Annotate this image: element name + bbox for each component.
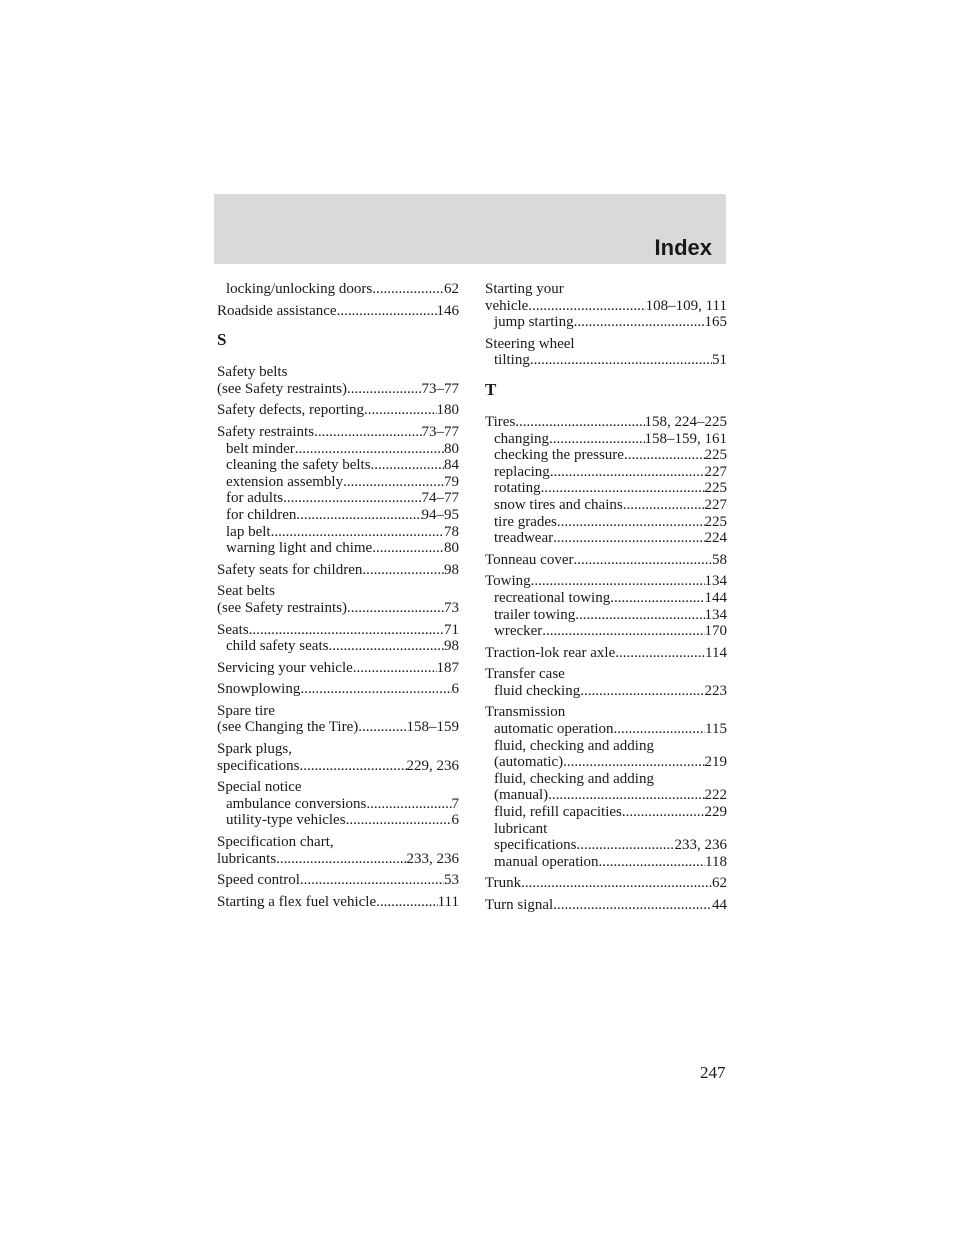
dot-leader	[574, 552, 713, 569]
dot-leader	[623, 497, 705, 514]
index-entry	[485, 414, 727, 547]
index-entry	[217, 424, 459, 557]
dot-leader	[372, 540, 444, 557]
dot-leader	[574, 314, 705, 331]
dot-leader	[548, 787, 704, 804]
index-term	[485, 414, 727, 431]
entry-text: Trunk	[485, 875, 522, 892]
index-term	[217, 402, 459, 419]
dot-leader	[300, 872, 444, 889]
entry-text: Safety defects, reporting	[217, 402, 365, 419]
index-subentry	[485, 804, 727, 821]
page-reference: 74–77	[421, 490, 459, 507]
entry-text: Specification chart,	[217, 834, 334, 851]
index-term	[217, 381, 459, 398]
page-reference: 79	[444, 473, 459, 490]
page-reference: 170	[704, 623, 727, 640]
entry-text: vehicle	[485, 297, 529, 314]
page-reference: 158–159	[406, 719, 459, 736]
dot-leader	[521, 875, 712, 892]
index-term	[485, 704, 727, 721]
dot-leader	[249, 622, 444, 639]
dot-leader	[515, 414, 644, 431]
dot-leader	[372, 281, 444, 298]
index-subentry	[485, 314, 727, 331]
page-reference: 225	[704, 447, 727, 464]
dot-leader	[528, 298, 645, 315]
index-subentry	[485, 607, 727, 624]
index-entry	[217, 583, 459, 616]
index-entry	[485, 704, 727, 870]
entry-text: checking the pressure	[494, 447, 624, 464]
entry-text: child safety seats	[226, 638, 329, 655]
entry-text: Seat belts	[217, 583, 275, 600]
index-subentry	[485, 854, 727, 871]
index-subentry	[485, 771, 727, 788]
index-subentry	[485, 683, 727, 700]
index-entry	[217, 281, 459, 298]
dot-leader	[347, 381, 422, 398]
page-reference: 94–95	[421, 506, 459, 523]
page-reference: 227	[704, 463, 727, 480]
index-term	[217, 758, 459, 775]
entry-text: Starting a flex fuel vehicle	[217, 893, 377, 910]
entry-text: automatic operation	[494, 721, 614, 738]
dot-leader	[531, 573, 705, 590]
index-subentry	[217, 507, 459, 524]
entry-text: treadwear	[494, 530, 554, 547]
page-reference: 7	[451, 795, 459, 812]
dot-leader	[542, 623, 704, 640]
dot-leader	[371, 457, 444, 474]
entry-text: extension assembly	[226, 473, 344, 490]
page-reference: 84	[444, 457, 459, 474]
entry-text: Traction-lok rear axle	[485, 644, 616, 661]
index-entry	[485, 281, 727, 331]
page-reference: 134	[704, 606, 727, 623]
page-reference: 73	[444, 599, 459, 616]
dot-leader	[337, 303, 437, 320]
dot-leader	[364, 402, 436, 419]
entry-text: lap belt	[226, 523, 271, 540]
entry-text: Transmission	[485, 704, 566, 721]
index-term	[485, 573, 727, 590]
entry-text: Safety restraints	[217, 423, 315, 440]
index-term	[485, 298, 727, 315]
page-reference: 134	[704, 573, 727, 590]
page-reference: 62	[712, 875, 727, 892]
page-reference: 73–77	[421, 380, 459, 397]
entry-text: belt minder	[226, 440, 295, 457]
section-letter: T	[485, 379, 497, 399]
page-number: 247	[700, 1063, 726, 1082]
page-reference: 58	[712, 551, 727, 568]
index-entry	[485, 336, 727, 369]
index-term	[217, 872, 459, 889]
index-term	[217, 851, 459, 868]
index-term	[217, 834, 459, 851]
entry-text: changing	[494, 430, 549, 447]
page-reference: 180	[436, 402, 459, 419]
index-term	[217, 303, 459, 320]
dot-leader	[314, 424, 421, 441]
page-reference: 44	[712, 897, 727, 913]
entry-text: jump starting	[494, 314, 574, 331]
index-subentry	[217, 812, 459, 829]
index-entry	[485, 552, 727, 569]
entry-text: Spare tire	[217, 702, 275, 719]
dot-leader	[347, 600, 444, 617]
dot-leader	[283, 490, 421, 507]
page-reference: 187	[436, 659, 459, 676]
index-term	[217, 562, 459, 579]
index-entry	[485, 645, 727, 662]
section-letter: S	[217, 330, 227, 350]
dot-leader	[614, 721, 706, 738]
index-term	[217, 741, 459, 758]
dot-leader	[343, 474, 444, 491]
entry-text: rotating	[494, 480, 541, 497]
dot-leader	[553, 897, 712, 914]
dot-leader	[615, 645, 705, 662]
entry-text: (automatic)	[494, 754, 564, 771]
index-subentry	[217, 638, 459, 655]
index-term	[485, 336, 727, 353]
index-subentry	[217, 457, 459, 474]
entry-text: Safety seats for children	[217, 561, 363, 578]
entry-text: fluid checking	[494, 682, 581, 699]
page-reference: 98	[444, 638, 459, 655]
index-term	[217, 894, 459, 911]
dot-leader	[271, 524, 444, 541]
index-subentry	[485, 514, 727, 531]
index-subentry	[485, 837, 727, 854]
dot-leader	[541, 480, 705, 497]
entry-text: specifications	[494, 837, 577, 854]
index-term	[217, 719, 459, 736]
page-reference: 233, 236	[674, 837, 727, 854]
dot-leader	[599, 854, 706, 871]
entry-text: snow tires and chains	[494, 496, 623, 513]
index-column-left	[217, 281, 459, 915]
page-reference: 80	[444, 440, 459, 457]
index-entry	[217, 894, 459, 911]
page-reference: 165	[704, 314, 727, 331]
page-reference: 98	[444, 561, 459, 578]
page-reference: 6	[451, 681, 459, 698]
entry-text: Steering wheel	[485, 335, 575, 352]
entry-text: trailer towing	[494, 606, 576, 623]
entry-text: Spark plugs,	[217, 741, 292, 758]
index-entry	[217, 364, 459, 397]
page-reference: 223	[704, 682, 727, 699]
dot-leader	[610, 590, 704, 607]
entry-text: specifications	[217, 757, 300, 774]
index-term	[217, 622, 459, 639]
page-reference: 229	[704, 804, 727, 821]
entry-text: Servicing your vehicle	[217, 659, 353, 676]
page-reference: 6	[451, 812, 459, 829]
index-subentry	[485, 431, 727, 448]
entry-text: (manual)	[494, 787, 549, 804]
entry-text: Transfer case	[485, 666, 565, 683]
entry-text: Seats	[217, 621, 249, 638]
index-subentry	[485, 590, 727, 607]
entry-text: locking/unlocking doors	[226, 281, 373, 297]
page-reference: 118	[705, 853, 727, 870]
index-subentry	[217, 281, 459, 298]
index-subentry	[485, 352, 727, 369]
index-term	[217, 583, 459, 600]
entry-text: tire grades	[494, 513, 557, 530]
index-subentry	[217, 524, 459, 541]
page-reference: 229, 236	[406, 757, 459, 774]
index-subentry	[217, 540, 459, 557]
index-term	[217, 660, 459, 677]
index-entry	[217, 741, 459, 774]
index-entry	[485, 573, 727, 639]
entry-text: cleaning the safety belts	[226, 457, 371, 474]
index-subentry	[485, 497, 727, 514]
dot-leader	[530, 352, 712, 369]
page-reference: 51	[712, 352, 727, 369]
index-entry	[485, 666, 727, 699]
index-column-right	[485, 281, 727, 919]
page-reference: 78	[444, 523, 459, 540]
index-subentry	[485, 464, 727, 481]
index-subentry	[485, 480, 727, 497]
page-reference: 62	[444, 281, 459, 297]
entry-text: Turn signal	[485, 897, 554, 913]
index-subentry	[217, 441, 459, 458]
index-term	[485, 875, 727, 892]
entry-text: fluid, checking and adding	[494, 737, 654, 754]
entry-text: for adults	[226, 490, 284, 507]
dot-leader	[300, 681, 451, 698]
index-subentry	[485, 721, 727, 738]
index-subentry	[485, 754, 727, 771]
index-subentry	[217, 474, 459, 491]
page-reference: 114	[705, 644, 727, 661]
index-term	[217, 703, 459, 720]
page-title: Index	[654, 235, 712, 260]
index-entry	[217, 562, 459, 579]
entry-text: warning light and chime	[226, 540, 373, 557]
page-reference: 146	[436, 302, 459, 319]
dot-leader	[550, 464, 705, 481]
page-reference: 115	[705, 721, 727, 738]
entry-text: Speed control	[217, 872, 300, 889]
page-reference: 111	[437, 893, 459, 910]
dot-leader	[376, 894, 438, 911]
index-subentry	[485, 447, 727, 464]
page-reference: 158, 224–225	[644, 413, 727, 430]
page-reference: 225	[704, 480, 727, 497]
index-subentry	[217, 796, 459, 813]
dot-leader	[299, 758, 406, 775]
entry-text: for children	[226, 506, 297, 523]
header-band	[214, 194, 726, 264]
entry-text: Towing	[485, 573, 531, 590]
entry-text: Safety belts	[217, 364, 288, 381]
page-reference: 158–159, 161	[644, 430, 727, 447]
index-subentry	[485, 821, 727, 838]
dot-leader	[624, 447, 705, 464]
dot-leader	[553, 530, 704, 547]
entry-text: (see Safety restraints)	[217, 380, 347, 397]
dot-leader	[276, 851, 406, 868]
page-reference: 71	[444, 621, 459, 638]
index-term	[217, 600, 459, 617]
entry-text: manual operation	[494, 853, 599, 870]
page-reference: 222	[704, 787, 727, 804]
entry-text: lubricant	[494, 820, 548, 837]
page-reference: 80	[444, 540, 459, 557]
page-reference: 144	[704, 589, 727, 606]
index-term	[485, 281, 727, 298]
index-subentry	[485, 623, 727, 640]
index-term	[485, 666, 727, 683]
index-entry	[217, 703, 459, 736]
dot-leader	[549, 431, 645, 448]
entry-text: (see Safety restraints)	[217, 599, 347, 616]
entry-text: ambulance conversions	[226, 795, 367, 812]
dot-leader	[353, 660, 437, 677]
entry-text: fluid, checking and adding	[494, 770, 654, 787]
index-entry	[485, 897, 727, 914]
index-entry	[485, 875, 727, 892]
dot-leader	[295, 441, 444, 458]
index-entry	[217, 681, 459, 698]
index-entry	[217, 303, 459, 320]
index-term	[485, 552, 727, 569]
index-subentry	[485, 787, 727, 804]
dot-leader	[366, 796, 451, 813]
index-term	[217, 364, 459, 381]
entry-text: Roadside assistance	[217, 302, 337, 319]
page-reference: 108–109, 111	[645, 297, 727, 314]
dot-leader	[358, 719, 406, 736]
entry-text: Special notice	[217, 779, 302, 796]
dot-leader	[362, 562, 444, 579]
entry-text: Starting your	[485, 281, 564, 297]
dot-leader	[580, 683, 704, 700]
index-entry	[217, 779, 459, 829]
entry-text: lubricants	[217, 850, 277, 867]
dot-leader	[557, 514, 705, 531]
dot-leader	[575, 607, 704, 624]
page-reference: 53	[444, 872, 459, 889]
index-term	[485, 897, 727, 914]
dot-leader	[296, 507, 421, 524]
index-subentry	[217, 490, 459, 507]
dot-leader	[622, 804, 705, 821]
entry-text: tilting	[494, 352, 530, 369]
entry-text: fluid, refill capacities	[494, 804, 622, 821]
entry-text: utility-type vehicles	[226, 812, 346, 829]
dot-leader	[576, 837, 674, 854]
page-reference: 233, 236	[406, 850, 459, 867]
index-entry	[217, 660, 459, 677]
entry-text: Tires	[485, 413, 516, 430]
index-entry	[217, 834, 459, 867]
entry-text: replacing	[494, 463, 550, 480]
index-subentry	[485, 738, 727, 755]
index-term	[217, 779, 459, 796]
index-entry	[217, 402, 459, 419]
entry-text: (see Changing the Tire)	[217, 719, 359, 736]
dot-leader	[346, 812, 452, 829]
index-subentry	[485, 530, 727, 547]
dot-leader	[563, 754, 704, 771]
page-reference: 224	[704, 530, 727, 547]
index-term	[217, 681, 459, 698]
page-reference: 219	[704, 754, 727, 771]
entry-text: wrecker	[494, 623, 543, 640]
entry-text: Snowplowing	[217, 681, 301, 698]
dot-leader	[328, 638, 444, 655]
page-reference: 227	[704, 496, 727, 513]
entry-text: recreational towing	[494, 589, 611, 606]
page-reference: 225	[704, 513, 727, 530]
index-entry	[217, 622, 459, 655]
page-reference: 73–77	[421, 423, 459, 440]
index-term	[485, 645, 727, 662]
index-term	[217, 424, 459, 441]
entry-text: Tonneau cover	[485, 551, 574, 568]
index-entry	[217, 872, 459, 889]
